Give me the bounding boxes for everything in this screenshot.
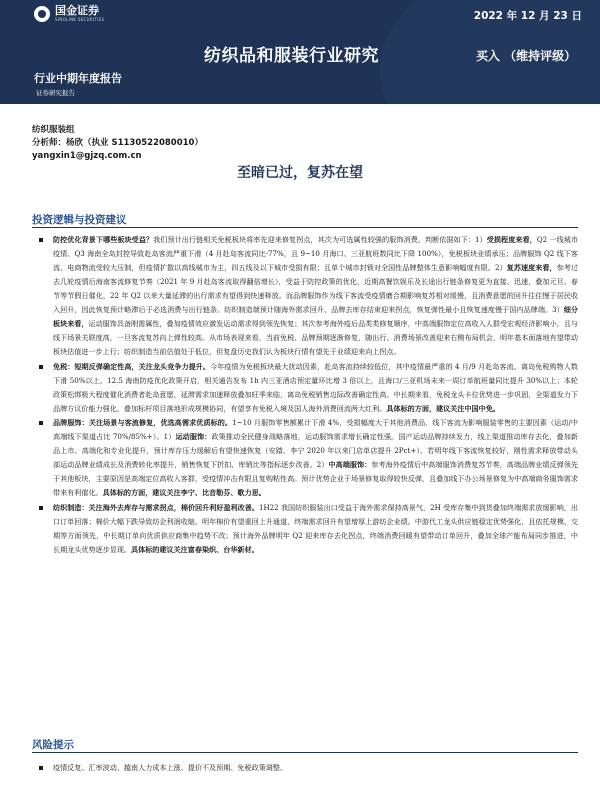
bullet-square-icon bbox=[39, 238, 43, 242]
bullet-item bbox=[36, 360, 578, 416]
bullet-recommendation: 具体标的方面，建议关注李宁、比音勒芬、歌力思。 bbox=[102, 488, 266, 498]
bullet-item bbox=[36, 501, 578, 557]
bullet-lead: 纺织制造：关注海外去库存与需求拐点，棉价回升利好盈利改善。 bbox=[53, 502, 259, 512]
bullet-text: 1~10 月服饰零售额累计下滑 4%，受损幅度大于其他消费品，线下客流为影响服装零售的主要因素（运动/中高端线下渠道占比 70%/85%+）。1） bbox=[53, 418, 579, 442]
bullet-recommendation: 具体标的建议关注富春染织、台华新材。 bbox=[131, 544, 259, 554]
investment-rating: 买入 （维持评级） bbox=[476, 49, 577, 63]
bullet-text: 我们预计出行链相关免税板块将率先迎来修复拐点，其次为可选属性较强的服饰消费。判断依据如下：1） bbox=[153, 235, 487, 244]
risk-text: 疫情反复、汇率波动、越南人力成本上涨、提价不及预期、免税政策调整。 bbox=[53, 763, 288, 772]
report-title: 纺织品和服装行业研究 bbox=[204, 46, 379, 66]
section-heading-logic bbox=[32, 213, 578, 228]
section-heading-risk bbox=[32, 738, 578, 753]
bullet-recommendation: 具体标的方面，建议关注中国中免。 bbox=[386, 403, 500, 413]
bullet-lead: 免税：短期反弹确定性高，关注龙头竞争力提升。 bbox=[53, 361, 211, 371]
bullet-text: 运动服饰具备刚需属性，叠加疫情效应激发运动需求得到领先恢复；其次参考海外疫后品类类修复顺序，中高端服饰定位高收入人群受宏观经济影响小，且与线下场景关联度高，一旦客流复苏向上弹性较高。从市场表现来看，当前免税、品牌预期逐渐修复，随出行、消费场景改善迎来右侧布局机会，明年基本面落地有望带动板块估值进一步上行；纺织制造当前估值处于低位，但复盘历史我们认为板块行情有望先于业绩迎来向上拐点。 bbox=[53, 319, 579, 356]
bullet-text: 政策推动全民健身战略落地，运动服饰需求增长确定性强。国产运动品牌持续发力，线上渠道推动库存去化，叠加新品上市、高端化和专业化提升，预计库存压力缓解后有望快速恢复（安踏、李宁 2020 年以来门店单店提升 2Pct+）。若明年线下客流恢复较好，刚性需求释放带动头部运动品牌业绩成长及消费转化率提升，销售恢复下折扣、库销比等指标逐步改善。2） bbox=[53, 432, 579, 470]
bullet-square-icon bbox=[39, 766, 43, 770]
bullet-text: Q2 一线城市疫情、Q3 海南全岛封控导致赴岛客流严重下滑（4 月赴岛客流同比-77%，且 9~10 月海口、三亚航班数同比下降 100%），免税板块业绩承压；品牌服饰 Q2 线下客流、电商物流受较大压制，但疫情扩散以高线城市为主，四五线及以下城市受损有限；且单个城市封锁对全国性品牌整体生意影响幅度有限。2） bbox=[53, 235, 579, 272]
research-group: 纺织服装组 bbox=[32, 125, 75, 135]
section-title: 投资逻辑与投资建议 bbox=[32, 214, 127, 226]
bullet-square-icon bbox=[39, 421, 43, 425]
bullet-emphasis: 细分板块来看， bbox=[53, 305, 579, 328]
bullet-square-icon bbox=[39, 506, 43, 510]
analyst-email[interactable]: yangxin1@gjzq.com.cn bbox=[32, 151, 142, 161]
bullet-list bbox=[36, 233, 578, 557]
bullet-item bbox=[36, 233, 578, 359]
bullet-text: 参考海外疫情后中高端服饰消费复苏节奏，高端品牌业绩反弹领先于其他板块，主要原因是高端定位高收入客群，受疫情冲击有限且复购粘性高。预计优势企业于场景修复取得较快反弹，且叠加线下办公场景修复为中高端商务服饰需求带来有利催化。 bbox=[53, 460, 578, 498]
bullet-emphasis: 中高端服饰： bbox=[328, 460, 372, 470]
company-logo bbox=[34, 5, 104, 22]
risk-list bbox=[36, 761, 578, 776]
logo-icon bbox=[34, 6, 50, 22]
bullet-text: 参考过去几轮疫情后海南客流修复节奏（2021 年 9 月赴岛客流取得翻倍增长），受益于防控政策的优化，近期高餐饮娱乐及长途出行链条修复更为直接、迅速，叠加元旦、春节等节假日催化，22 年 Q2 以来大量延滞的出行需求有望得到快速释放。而品牌服饰作为线下客流受疫情磨合期影响复苏相对缓慢，且消费意愿的回升往往慢于居民收入回升，因此恢复预计略滞后于必选消费与出行链条。纺织制造端预计随海外需求回升、品牌去库存结束迎来拐点，恢复弹性最小且恢复速度慢于国内品牌端。3） bbox=[53, 263, 579, 314]
bullet-text: 1H22 我国纺织服装出口受益于海外需求保持高景气，2H 受库存集中到货叠加终端需求放缓影响，出口订单回落；棉价大幅下跌导致纺企利润收缩。明年棉价有望重回上升通道，终端需求回升有望增厚上游纺企业绩。中游代工龙头供应链稳定优势强化，且依托规模、交期等方面领先，中长期订单向优质供应商集中趋势不改；预计海外品牌明年 Q2 迎来库存去化拐点，终端消费回暖有望带动订单回升，叠加全球产能布局同步推进，中长期龙头优势逐步显现。 bbox=[53, 502, 578, 554]
analyst-name: 分析师：杨欣（执业 S1130522080010） bbox=[32, 138, 203, 148]
bullet-lead: 防控优化背景下哪些板块受益？ bbox=[53, 235, 154, 244]
bullet-emphasis: 受损程度来看， bbox=[486, 235, 537, 244]
bullet-item bbox=[36, 416, 578, 500]
report-headline: 至暗已过，复苏在望 bbox=[237, 165, 363, 181]
bullet-square-icon bbox=[39, 365, 43, 369]
report-date: 2022 年 12 月 23 日 bbox=[473, 10, 582, 22]
report-department: 证券研究报告 bbox=[36, 89, 75, 97]
bullet-lead: 品牌服饰：关注场景与客流修复，优选高需求优质标的。 bbox=[53, 418, 233, 428]
bullet-emphasis: 复苏速度来看， bbox=[506, 263, 557, 272]
author-block bbox=[32, 124, 203, 163]
bullet-item bbox=[36, 761, 578, 775]
report-type: 行业中期年度报告 bbox=[34, 72, 122, 85]
report-banner bbox=[0, 0, 600, 104]
section-title: 风险提示 bbox=[32, 739, 74, 751]
logo-english: SINOLINK SECURITIES bbox=[55, 17, 105, 22]
bullet-emphasis: 运动服饰： bbox=[175, 432, 212, 442]
logo-name: 国金证券 bbox=[55, 4, 99, 17]
bullet-text: 今年疫情为免税板块最大扰动因素，赴岛客流持续较低位，其中疫情最严重的 4 月/9 月赴岛客流、离岛免税购物人数下滑 50%以上。12.5 海南防疫优化政策开启，相关通告发布 1h 内三亚酒店预定量环比增 3 倍以上，且海口/三亚机场未来一周订单航班量同比提升 30%以上；本轮政策松绑极大程度催化消费者赴岛意愿，延滞需求加速释放叠加旺季来临，离岛免税销售边际改善确定性高。中长期来看，免税龙头卡位优势进一步巩固，全渠道发力下品牌方议价能力强化，叠加标杆项目落地形成规模协同，有望享有免税入境及国人海外消费回流两大红利。 bbox=[53, 361, 578, 413]
